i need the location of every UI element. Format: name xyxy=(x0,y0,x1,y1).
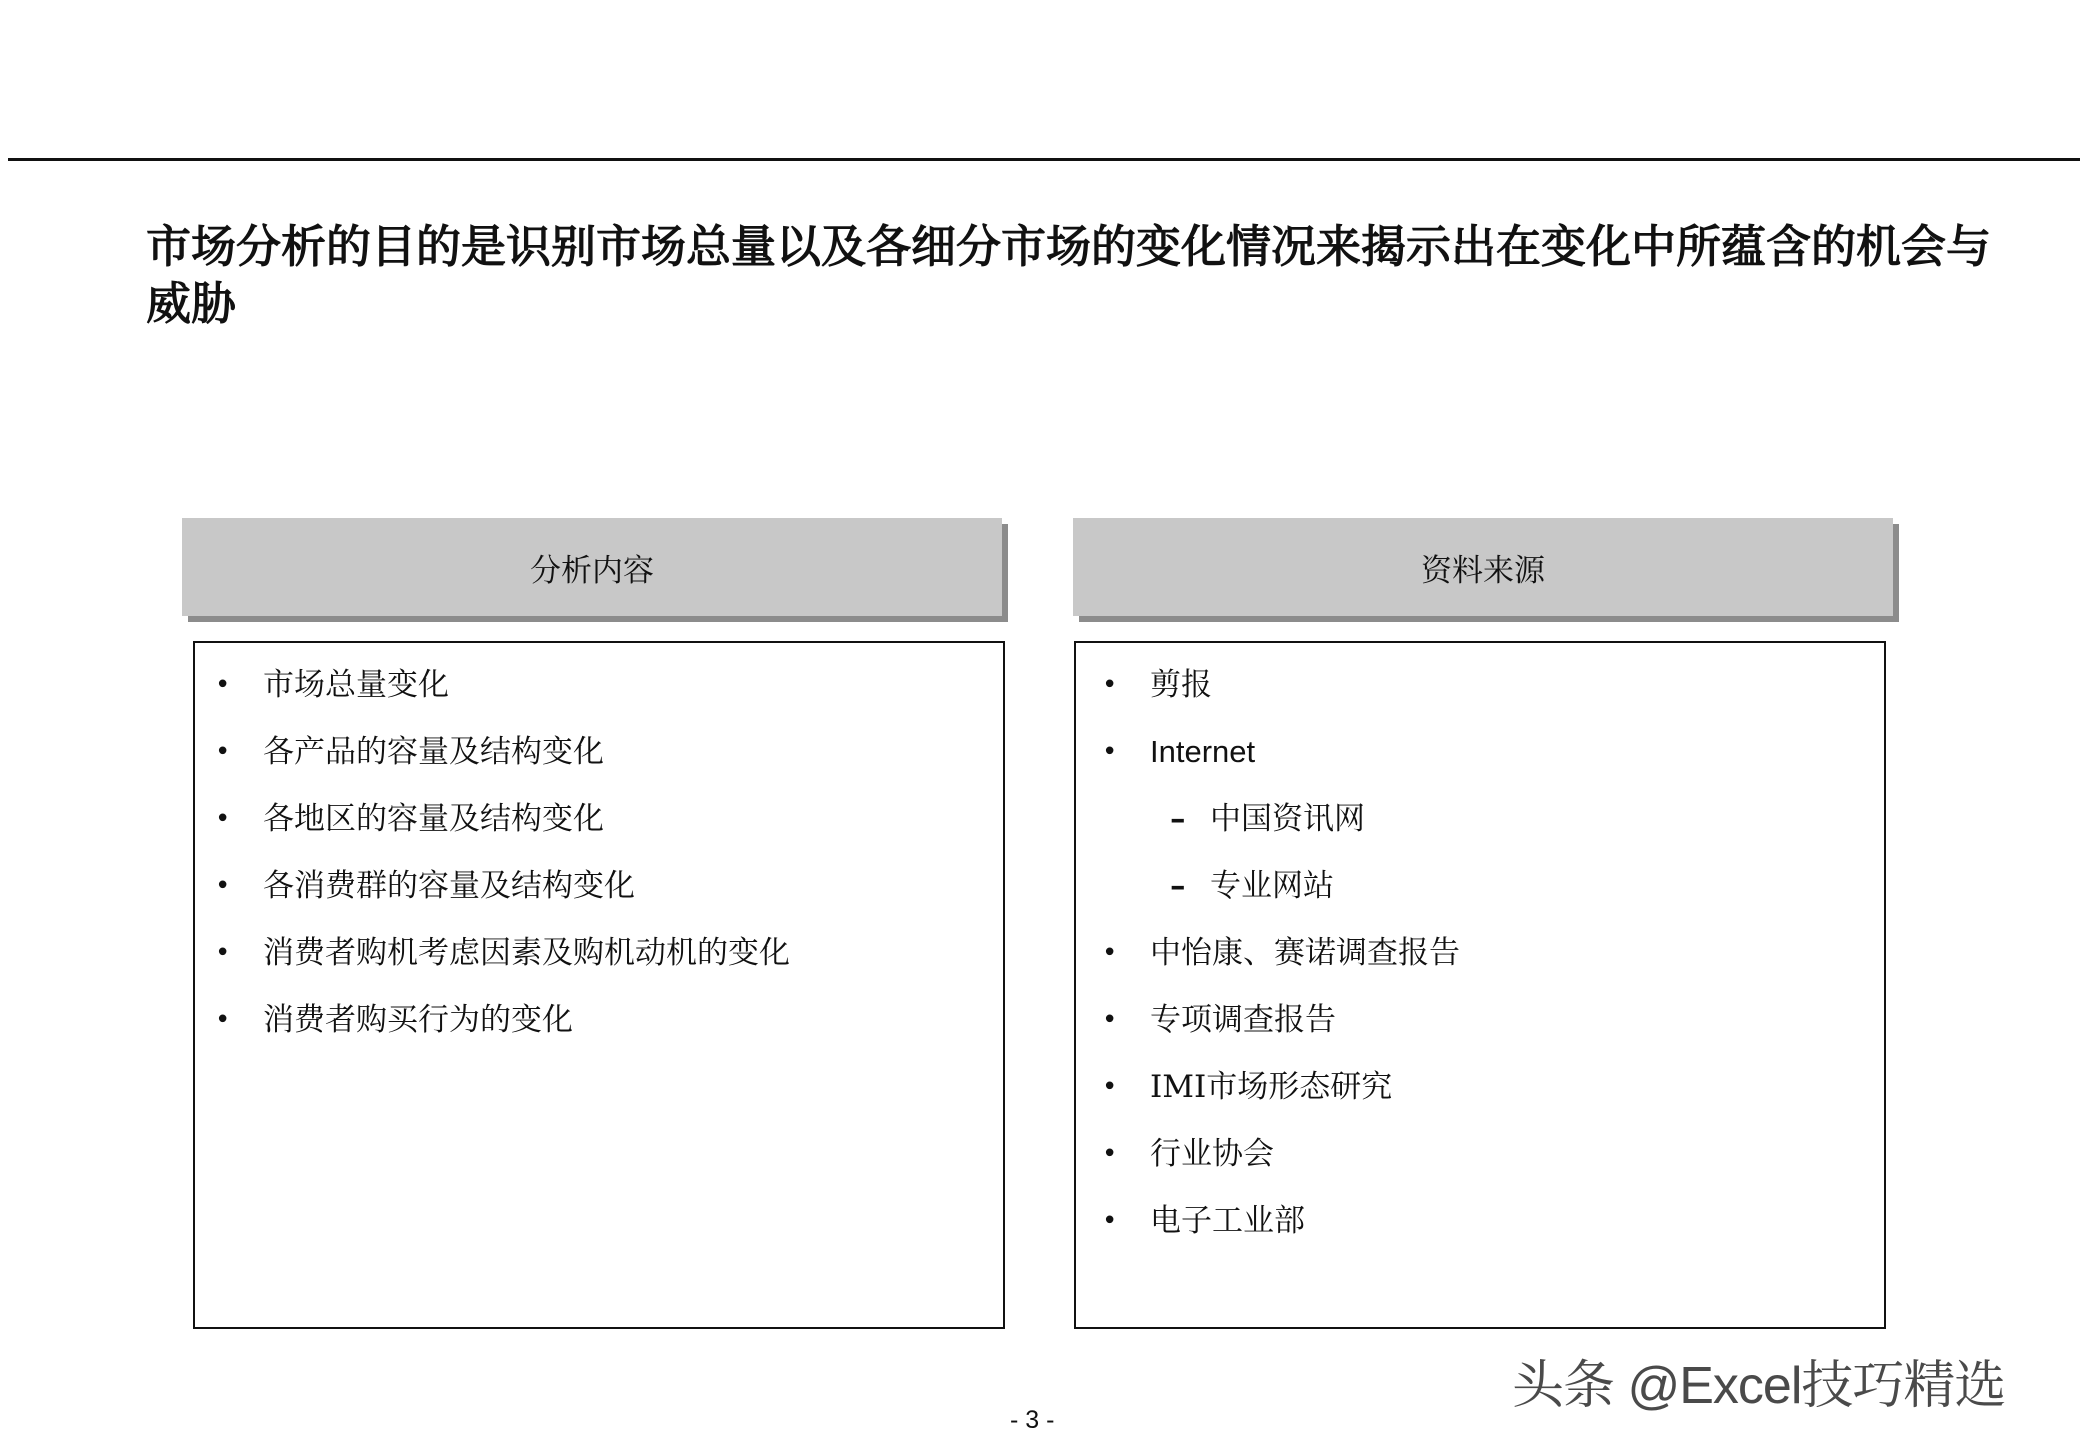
bullet-icon: • xyxy=(215,737,231,767)
bullet-icon: • xyxy=(1102,938,1118,968)
dash-icon: – xyxy=(1170,801,1186,837)
bullet-icon: • xyxy=(215,938,231,968)
bullet-icon: • xyxy=(1102,670,1118,700)
bullet-icon: • xyxy=(1102,737,1118,767)
watermark: 头条 @Excel技巧精选 xyxy=(1512,1357,2006,1415)
dash-icon: – xyxy=(1170,868,1186,904)
bullet-icon: • xyxy=(215,1005,231,1035)
analysis-content-panel: • 市场总量变化 • 各产品的容量及结构变化 • 各地区的容量及结构变化 • 各消费群的容量及结构变化 • 消费者购机考虑因素及购机动机的变化 • 消费者购买行为的变化 xyxy=(193,641,1005,1329)
analysis-content-header xyxy=(182,518,1002,616)
data-sources-header-label: 资料来源 xyxy=(1421,552,1545,589)
bullet-icon: • xyxy=(1102,1072,1118,1102)
bullet-icon: • xyxy=(1102,1206,1118,1236)
bullet-icon: • xyxy=(215,670,231,700)
bullet-icon: • xyxy=(215,871,231,901)
analysis-content-header-label: 分析内容 xyxy=(530,552,654,589)
bullet-icon: • xyxy=(1102,1139,1118,1169)
data-sources-header xyxy=(1073,518,1893,616)
page-title: 市场分析的目的是识别市场总量以及各细分市场的变化情况来揭示出在变化中所蕴含的机会与威胁 xyxy=(146,220,1992,330)
data-sources-panel: • 剪报 • Internet – 中国资讯网 – 专业网站 • 中怡康、赛诺调查报告 • 专项调查报告 • IMI市场形态研究 • 行业协会 • 电子工业部 xyxy=(1074,641,1886,1329)
bullet-icon: • xyxy=(215,804,231,834)
top-rule xyxy=(8,158,2080,161)
bullet-icon: • xyxy=(1102,1005,1118,1035)
page-number: - 3 - xyxy=(1010,1406,1055,1434)
